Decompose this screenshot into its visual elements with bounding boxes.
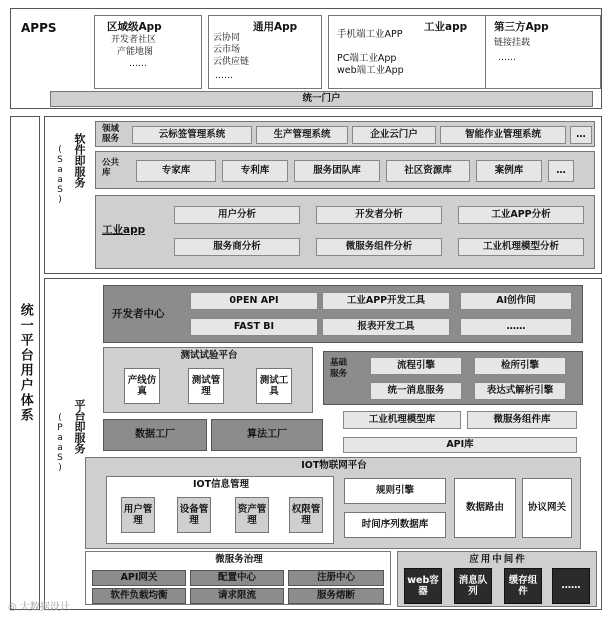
regional-app-title: 区域级App bbox=[107, 21, 162, 33]
public-library-item: 服务团队库 bbox=[294, 160, 380, 182]
general-app-title: 通用App bbox=[253, 21, 298, 33]
middleware-item: …… bbox=[552, 568, 590, 604]
third-party-app-box bbox=[485, 15, 601, 89]
analysis-item: 服务商分析 bbox=[174, 238, 300, 256]
test-platform-item: 测试工具 bbox=[256, 368, 292, 404]
public-library-item: 案例库 bbox=[476, 160, 542, 182]
iot-platform bbox=[85, 457, 581, 549]
domain-services-label: 领域服务 bbox=[102, 124, 120, 144]
industrial-app-item: PC端工业App bbox=[337, 53, 397, 64]
data-routing: 数据路由 bbox=[454, 478, 516, 538]
industrial-app-item: 手机端工业APP bbox=[337, 29, 403, 40]
time-series-database: 时间序列数据库 bbox=[344, 512, 446, 538]
general-app-item: 云协同 bbox=[213, 33, 241, 43]
analysis-item: 工业APP分析 bbox=[458, 206, 584, 224]
test-platform-item: 产线仿真 bbox=[124, 368, 160, 404]
analysis-item: 工业机理模型分析 bbox=[458, 238, 584, 256]
industrial-app-box bbox=[328, 15, 488, 89]
data-factory: 数据工厂 bbox=[103, 419, 207, 451]
general-app-item: 云市场 bbox=[213, 45, 241, 55]
domain-service-item: 生产管理系统 bbox=[256, 126, 348, 144]
paas-label-box bbox=[49, 399, 89, 519]
iot-info-title: IOT信息管理 bbox=[192, 479, 250, 491]
industrial-app-label: 工业app bbox=[102, 224, 146, 236]
domain-service-item: 智能作业管理系统 bbox=[440, 126, 566, 144]
saas-section bbox=[44, 116, 602, 274]
analysis-item: 开发者分析 bbox=[316, 206, 442, 224]
third-party-app-item: …… bbox=[498, 53, 516, 63]
middleware-item: 消息队列 bbox=[454, 568, 492, 604]
protocol-gateway: 协议网关 bbox=[522, 478, 572, 538]
regional-app-box bbox=[94, 15, 202, 89]
dev-center-item: …… bbox=[460, 318, 572, 336]
regional-app-item: …… bbox=[129, 59, 147, 69]
rule-engine: 规则引擎 bbox=[344, 478, 446, 504]
third-party-app-item: 链接挂载 bbox=[494, 38, 531, 48]
microservice-item: API网关 bbox=[92, 570, 186, 586]
test-platform-title: 测试试验平台 bbox=[180, 350, 238, 362]
iot-info-item: 资产管理 bbox=[235, 497, 269, 533]
algorithm-factory: 算法工厂 bbox=[211, 419, 323, 451]
unified-user-system-label: 统一平台用户体系 bbox=[17, 303, 33, 423]
microservice-governance-title: 微服务治理 bbox=[215, 554, 263, 566]
microservice-item: 软件负载均衡 bbox=[92, 588, 186, 604]
dev-center-item: 报表开发工具 bbox=[322, 318, 450, 336]
dev-center-item: FAST BI bbox=[190, 318, 318, 336]
application-middleware bbox=[397, 551, 597, 607]
dev-center-item: 工业APP开发工具 bbox=[322, 292, 450, 310]
watermark-icon: ◎ bbox=[8, 602, 20, 613]
microservice-item: 注册中心 bbox=[288, 570, 384, 586]
analysis-item: 微服务组件分析 bbox=[316, 238, 442, 256]
iot-info-item: 设备管理 bbox=[177, 497, 211, 533]
public-library-row bbox=[95, 151, 595, 189]
basic-service-item: 表达式解析引擎 bbox=[474, 382, 566, 400]
domain-service-more: … bbox=[570, 126, 592, 144]
industrial-app-analysis bbox=[95, 195, 595, 269]
iot-info-item: 用户管理 bbox=[121, 497, 155, 533]
domain-service-item: 企业云门户 bbox=[352, 126, 436, 144]
microservice-item: 服务熔断 bbox=[288, 588, 384, 604]
public-library-item: 专家库 bbox=[136, 160, 216, 182]
dev-center-item: AI创作间 bbox=[460, 292, 572, 310]
middleware-item: 缓存组件 bbox=[504, 568, 542, 604]
saas-label-box bbox=[49, 125, 89, 265]
microservice-component-library: 微服务组件库 bbox=[467, 411, 577, 429]
general-app-item: …… bbox=[215, 71, 233, 81]
saas-abbr: (SaaS) bbox=[55, 145, 65, 205]
iot-platform-title: IOT物联网平台 bbox=[301, 460, 367, 472]
middleware-item: web容器 bbox=[404, 568, 442, 604]
public-library-label: 公共库 bbox=[102, 158, 120, 179]
apps-section bbox=[10, 8, 602, 109]
microservice-governance bbox=[85, 551, 391, 605]
middleware-title: 应用中间件 bbox=[469, 554, 527, 566]
basic-service-item: 检所引擎 bbox=[474, 357, 566, 375]
paas-label: 平台即服务 bbox=[73, 399, 86, 454]
microservice-item: 请求限流 bbox=[190, 588, 284, 604]
public-library-item: 社区资源库 bbox=[386, 160, 470, 182]
third-party-app-title: 第三方App bbox=[494, 21, 549, 33]
microservice-item: 配置中心 bbox=[190, 570, 284, 586]
basic-service-item: 统一消息服务 bbox=[370, 382, 462, 400]
watermark-text: 大数据设计 bbox=[19, 602, 70, 613]
domain-service-item: 云标签管理系统 bbox=[132, 126, 252, 144]
regional-app-item: 开发者社区 bbox=[111, 35, 157, 45]
general-app-item: 云供应链 bbox=[213, 57, 250, 67]
iot-info-management bbox=[106, 476, 334, 544]
iot-info-item: 权限管理 bbox=[289, 497, 323, 533]
public-library-more: … bbox=[548, 160, 574, 182]
regional-app-item: 产能地图 bbox=[117, 47, 154, 57]
api-library: API库 bbox=[343, 437, 577, 453]
mechanism-model-library: 工业机理模型库 bbox=[343, 411, 461, 429]
watermark bbox=[8, 598, 70, 613]
unified-user-system bbox=[10, 116, 40, 610]
developer-center bbox=[103, 285, 583, 343]
test-platform-item: 测试管理 bbox=[188, 368, 224, 404]
basic-services-title: 基础服务 bbox=[330, 358, 348, 379]
industrial-app-title: 工业app bbox=[424, 21, 468, 33]
unified-portal: 统一门户 bbox=[50, 91, 593, 107]
dev-center-item: 0PEN API bbox=[190, 292, 318, 310]
saas-label: 软件即服务 bbox=[73, 133, 86, 188]
test-platform bbox=[103, 347, 313, 413]
public-library-item: 专利库 bbox=[222, 160, 288, 182]
apps-title: APPS bbox=[21, 21, 57, 35]
analysis-item: 用户分析 bbox=[174, 206, 300, 224]
general-app-box bbox=[208, 15, 322, 89]
developer-center-title: 开发者中心 bbox=[112, 308, 165, 320]
basic-services bbox=[323, 351, 583, 405]
industrial-app-item: web端工业App bbox=[337, 65, 404, 76]
paas-section bbox=[44, 278, 602, 610]
domain-services-row bbox=[95, 121, 595, 147]
basic-service-item: 流程引擎 bbox=[370, 357, 462, 375]
paas-abbr: (PaaS) bbox=[55, 413, 65, 473]
